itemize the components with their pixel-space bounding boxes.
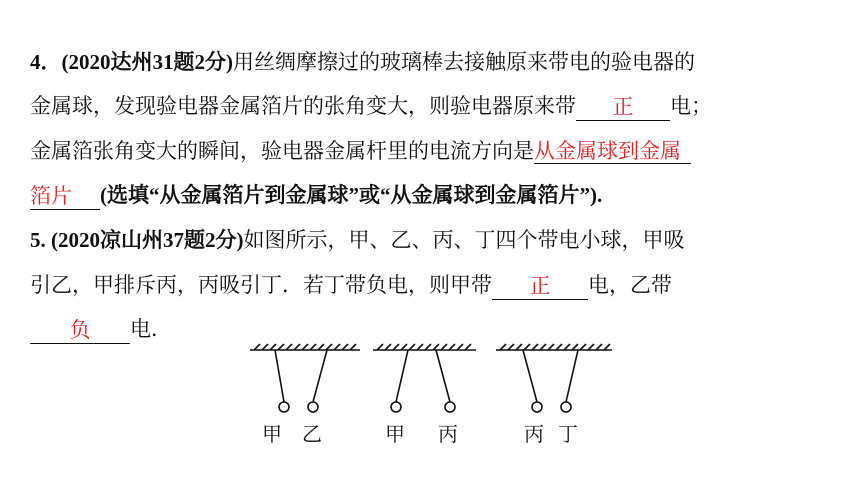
q5-number-source: 5. (2020凉山州37题2分) xyxy=(30,228,244,252)
label-bing-1: 丙 xyxy=(438,422,458,446)
thread-jia-2 xyxy=(396,350,408,402)
q5-answer-1: 正 xyxy=(529,274,551,298)
ball-jia-1 xyxy=(279,402,289,412)
q4-line-3 xyxy=(30,136,691,166)
q4-source: (2020达州31题2分) xyxy=(61,50,233,74)
q5-blank-2 xyxy=(30,315,130,344)
q5-blank-1 xyxy=(492,271,588,300)
label-jia-2: 甲 xyxy=(385,422,405,446)
q4-stem-1: 用丝绸摩擦过的玻璃棒去接触原来带电的验电器的 xyxy=(233,50,695,74)
q5-line-2 xyxy=(30,270,672,300)
q5-stem-3: 电． xyxy=(130,317,172,341)
label-bing-2: 丙 xyxy=(524,422,544,446)
q4-answer-2b: 箔片 xyxy=(30,184,72,208)
label-ding: 丁 xyxy=(558,422,578,446)
thread-bing-2 xyxy=(523,350,537,402)
q4-answer-1: 正 xyxy=(612,95,634,119)
q4-line-2 xyxy=(30,91,712,121)
q4-stem-2b: 电； xyxy=(670,94,712,118)
q4-blank-2 xyxy=(30,181,100,210)
thread-jia-1 xyxy=(275,350,284,402)
ball-jia-2 xyxy=(391,402,401,412)
q5-stem-2b: 电，乙带 xyxy=(588,273,672,297)
thread-bing-1 xyxy=(436,350,450,402)
q5-line-3 xyxy=(30,314,172,344)
q4-answer-2a: 从金属球到金属 xyxy=(534,139,691,164)
q5-answer-2: 负 xyxy=(69,318,91,342)
ball-bing-2 xyxy=(532,402,542,412)
ball-bing-1 xyxy=(445,402,455,412)
label-yi: 乙 xyxy=(302,422,322,446)
q4-line-4 xyxy=(30,180,602,210)
ball-ding xyxy=(561,402,571,412)
q4-stem-2a: 金属球，发现验电器金属箔片的张角变大，则验电器原来带 xyxy=(30,94,576,118)
ceiling-support-2 xyxy=(373,344,476,350)
q5-stem-1: 如图所示，甲、乙、丙、丁四个带电小球，甲吸 xyxy=(243,228,685,252)
q4-blank-1 xyxy=(576,92,670,121)
q4-line-1 xyxy=(30,47,695,77)
label-jia-1: 甲 xyxy=(262,422,282,446)
ceiling-support-1 xyxy=(250,344,360,350)
q4-hint: (选填“从金属箔片到金属球”或“从金属球到金属箔片”). xyxy=(100,183,603,207)
q4-stem-3: 金属箔张角变大的瞬间，验电器金属杆里的电流方向是 xyxy=(30,139,534,163)
q4-number: 4． xyxy=(30,50,62,74)
thread-ding xyxy=(566,350,578,402)
charged-balls-figure xyxy=(240,342,620,452)
q5-line-1 xyxy=(30,225,685,255)
thread-yi xyxy=(313,350,327,402)
q5-stem-2a: 引乙，甲排斥丙，丙吸引丁．若丁带负电，则甲带 xyxy=(30,273,492,297)
ball-yi xyxy=(308,402,318,412)
ceiling-support-3 xyxy=(496,344,612,350)
